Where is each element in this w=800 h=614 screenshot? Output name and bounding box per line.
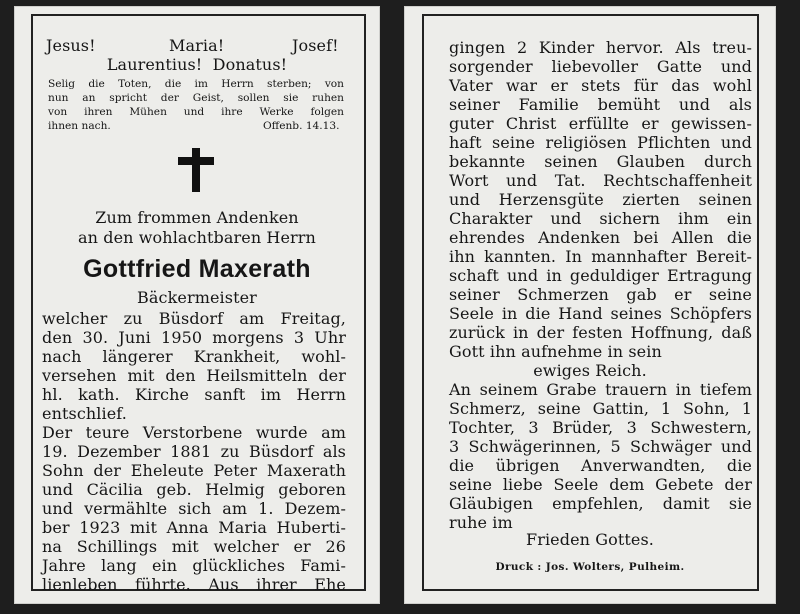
body-line: und Cäcilia geb. Helmig geboren [42,480,346,499]
right-page [404,6,776,604]
invocation-maria: Maria! [169,36,225,55]
body-line: Jahre lang ein glückliches Fami- [42,556,346,575]
body-line: guter Christ erfüllte er gewissen- [449,114,752,133]
body-line: Sohn der Eheleute Peter Maxerath [42,461,346,480]
body-line: und Herzensgüte zierten seinen [449,190,752,209]
body-line: gingen 2 Kinder hervor. Als treu- [449,38,752,57]
body-line: lienleben führte. Aus ihrer Ehe [42,575,346,594]
mourning-line: Gläubigen empfehlen, damit sie [449,494,752,513]
body-line: ber 1923 mit Anna Maria Huberti- [42,518,346,537]
body-line: ehrendes Andenken bei Allen die [449,228,752,247]
body-line: Wort und Tat. Rechtschaffenheit [449,171,752,190]
body-line: welcher zu Büsdorf am Freitag, [42,309,346,328]
body-line: ihn kannten. In mannhafter Bereit- [449,247,752,266]
mourning-line: Tochter, 3 Brüder, 3 Schwestern, [449,418,752,437]
body-line: Vater war er stets für das wohl [449,76,752,95]
invocation-josef: Josef! [292,36,339,55]
body-line: nach längerer Krankheit, wohl- [42,347,346,366]
body-line: schaft und in geduldiger Ertragung [449,266,752,285]
mourning-line: ruhe im [449,513,513,532]
scripture-reference: Offenb. 14.13. [263,120,340,132]
body-line: Gott ihn aufnehme in sein [449,342,662,361]
deceased-profession: Bäckermeister [137,288,257,307]
body-line: sorgender liebevoller Gatte und [449,57,752,76]
body-line: seiner Schmerzen gab er seine [449,285,752,304]
invocation-jesus: Jesus! [46,36,96,55]
body-line: Seele in die Hand seines Schöpfers [449,304,752,323]
body-line: 19. Dezember 1881 zu Büsdorf als [42,442,346,461]
body-line: und vermählte sich am 1. Dezem- [42,499,346,518]
body-line: seiner Familie bemüht und als [449,95,752,114]
body-line: bekannte seinen Glauben durch [449,152,752,171]
mourning-line: seine liebe Seele dem Gebete der [449,475,752,494]
body-line: den 30. Juni 1950 morgens 3 Uhr [42,328,346,347]
body-line: entschlief. [42,404,127,423]
mourning-line: An seinem Grabe trauern in tiefem [449,380,752,399]
memorial-subheading: an den wohlachtbaren Herrn [78,228,316,247]
left-page [14,6,380,604]
mourning-line: die übrigen Anverwandten, die [449,456,752,475]
printer-credit: Druck : Jos. Wolters, Pulheim. [495,561,685,573]
scripture-line: Selig die Toten, die im Herrn sterben; von [48,78,344,90]
body-line: zurück in der festen Hoffnung, daß [449,323,752,342]
body-line: Der teure Verstorbene wurde am [42,423,346,442]
closing-line: Frieden Gottes. [526,530,654,549]
scripture-line: ihnen nach. [48,120,111,132]
memorial-heading: Zum frommen Andenken [95,208,299,227]
scripture-line: von ihren Mühen und ihre Werke folgen [48,106,344,118]
scripture-line: nun an spricht der Geist, sollen sie ruhen [48,92,344,104]
body-line: hl. kath. Kirche sanft im Herrn [42,385,346,404]
mourning-line: 3 Schwägerinnen, 5 Schwäger und [449,437,752,456]
body-line: Charakter und sichern ihm ein [449,209,752,228]
body-line: na Schillings mit welcher er 26 [42,537,346,556]
body-line: versehen mit den Heilsmitteln der [42,366,346,385]
mourning-line: Schmerz, seine Gattin, 1 Sohn, 1 [449,399,752,418]
eternal-kingdom-line: ewiges Reich. [533,361,647,380]
deceased-name: Gottfried Maxerath [83,255,311,283]
body-line: haft seine religiösen Pflichten und [449,133,752,152]
invocation-saints: Laurentius! Donatus! [106,55,288,74]
